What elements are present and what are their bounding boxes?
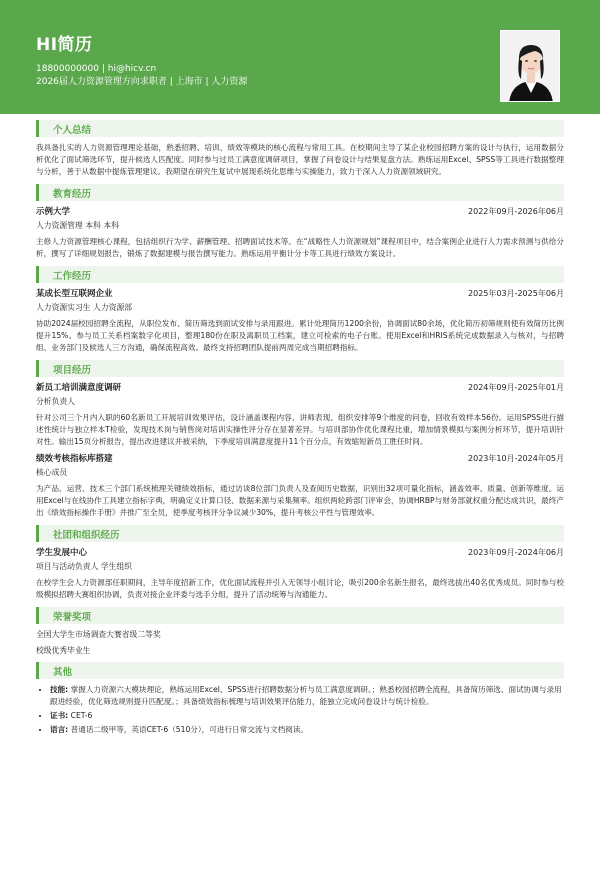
certificate-label: 证书:	[50, 711, 69, 720]
other-list	[36, 684, 564, 736]
education-date: 2022年09月-2026年06月	[468, 207, 564, 216]
project-date: 2023年10月-2024年05月	[468, 454, 564, 463]
project-description: 为产品、运营、技术三个部门系统梳理关键绩效指标，通过访谈8位部门负责人及查阅历史数据，识别出32项可量化指标，涵盖效率、质量、创新等维度。运用Excel与在线协作工具建立指标字典，明确定义计算口径、数据来源与采集频率。组织两轮跨部门评审会，协调HRBP与财务部就权重分配达成共识，最终产出《绩效指标操作手册》并推广至全员，使季度考核评分争议减少30%，提升考核公平性与管理效率。	[36, 484, 564, 517]
school-name: 示例大学	[36, 207, 71, 217]
section-other-title: 其他	[36, 662, 564, 679]
section-projects-title: 项目经历	[36, 360, 564, 377]
section-campus-title: 社团和组织经历	[36, 525, 564, 542]
list-item	[50, 710, 564, 722]
section-summary-title: 个人总结	[36, 120, 564, 137]
skills-text: 掌握人力资源六大模块理论，熟练运用Excel、SPSS进行招聘数据分析与员工满意度调研。；熟悉校园招聘全流程，具备简历筛选、面试协调与录用跟进经验，优化筛选规则提升匹配度。；具备绩效指标梳理与培训效果评估能力，能独立完成问卷设计与统计检验。	[50, 685, 562, 706]
project-date: 2024年09月-2025年01月	[468, 383, 564, 392]
avatar	[500, 30, 560, 102]
section-awards-title: 荣誉奖项	[36, 607, 564, 624]
work-date: 2025年03月-2025年06月	[468, 289, 564, 298]
project-entry	[36, 381, 564, 448]
project-description: 针对公司三个月内入职的60名新员工开展培训效果评估，设计涵盖课程内容、讲师表现、组织安排等9个维度的问卷，回收有效样本56份。运用SPSS进行描述性统计与独立样本T检验，发现技术岗与销售岗对培训实操性评分存在显著差异。与培训部协作优化课程比重，增加情景模拟与案例分析环节，提升培训针对性。输出15页分析报告，提出改进建议并被采纳，下季度培训满意度提升11个百分点，有效缩短新员工胜任时间。	[36, 413, 564, 446]
language-label: 语言:	[50, 725, 69, 734]
avatar-photo-icon	[501, 31, 560, 102]
campus-date: 2023年09月-2024年06月	[468, 548, 564, 557]
contact-info: 18800000000 | hi@hicv.cn	[36, 64, 157, 74]
section-education-title: 教育经历	[36, 184, 564, 201]
work-description: 协助2024届校园招聘全流程，从职位发布、简历筛选到面试安排与录用跟进。累计处理简历1200余份，协调面试80余场，优化简历初筛规则使有效简历比例提升15%。参与员工关系档案数字化项目，整理180份在职及离职员工档案，建立可检索的电子台账。使用Excel和HRIS系统完成数据录入与核对，与招聘组、业务部门及候选人三方沟通，确保流程高效。最终支持招聘团队提前两周完成当期招聘指标。	[36, 319, 564, 352]
work-entry	[36, 287, 564, 354]
resume-header	[0, 0, 600, 114]
skills-label: 技能:	[50, 685, 69, 694]
work-role: 人力资源实习生 人力资源部	[36, 303, 133, 312]
section-work-title: 工作经历	[36, 266, 564, 283]
job-intent: 2026届人力资源管理方向求职者 | 上海市 | 人力资源	[36, 77, 248, 87]
campus-role: 项目与活动负责人 学生组织	[36, 562, 133, 571]
education-entry	[36, 205, 564, 260]
project-role: 核心成员	[36, 468, 68, 477]
certificate-text: CET-6	[70, 711, 93, 720]
language-text: 普通话二级甲等，英语CET-6（510分），可进行日常交流与文档阅读。	[70, 725, 308, 734]
education-major: 人力资源管理 本科 本科	[36, 221, 119, 230]
campus-description: 在校学生会人力资源部任职期间，主导年度招新工作，优化面试流程并引入无领导小组讨论，吸引200余名新生报名，最终选拔出40名优秀成员。同时参与校级模拟招聘大赛组织协调，负责对接企业评委与选手分组，提升了活动统筹与沟通能力。	[36, 578, 564, 599]
project-role: 分析负责人	[36, 397, 75, 406]
company-name: 某成长型互联网企业	[36, 289, 113, 299]
project-entry	[36, 452, 564, 519]
project-name: 新员工培训满意度调研	[36, 383, 122, 393]
list-item	[50, 684, 564, 708]
organization-name: 学生发展中心	[36, 548, 88, 558]
candidate-name: HI简历	[36, 35, 93, 55]
award-item: 校级优秀毕业生	[36, 646, 91, 655]
list-item	[50, 724, 564, 736]
project-name: 绩效考核指标库搭建	[36, 454, 113, 464]
award-item: 全国大学生市场调查大赛省级二等奖	[36, 630, 161, 639]
campus-entry	[36, 546, 564, 601]
summary-text: 我具备扎实的人力资源管理理论基础，熟悉招聘、培训、绩效等模块的核心流程与常用工具。在校期间主导了某企业校园招聘方案的设计与执行，运用数据分析优化了面试筛选环节，提升候选人匹配度。同时参与过员工满意度调研项目，掌握了问卷设计与结果复盘方法。熟练运用Excel、SPSS等工具进行数据整理与分析，善于从数据中提炼管理建议。我期望在研究生复试中展现系统化思维与实操能力，致力于深入人力资源领域研究。	[36, 143, 564, 176]
education-description: 主修人力资源管理核心课程，包括组织行为学、薪酬管理、招聘面试技术等。在“战略性人力资源规划”课程项目中，结合案例企业进行人力需求预测与供给分析，撰写了详细规划报告，锻炼了数据建模与报告撰写能力。熟练运用平衡计分卡等工具进行绩效方案设计。	[36, 237, 564, 258]
